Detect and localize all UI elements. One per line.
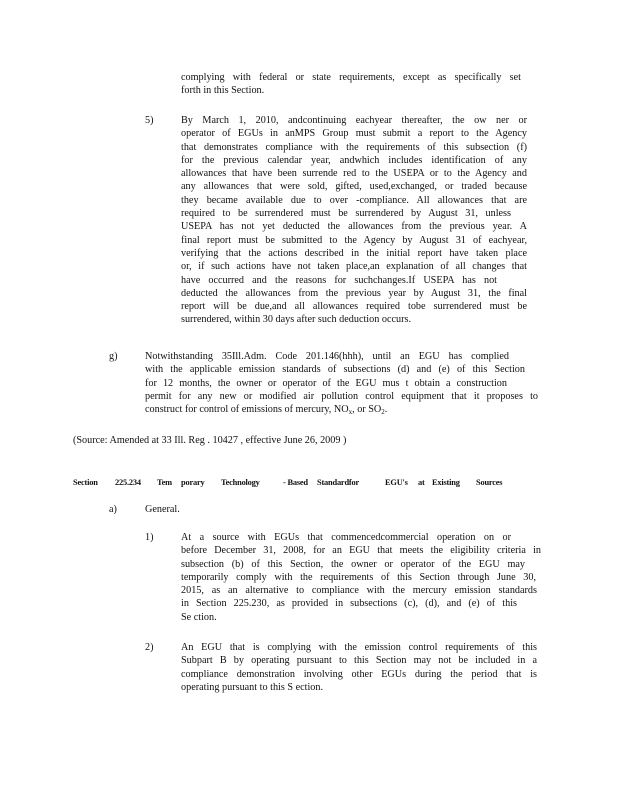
item-number: g) [109,351,118,362]
text-line: verifying that the actions described in the initial report have taken place [181,247,527,259]
section-label: Section [73,478,98,487]
source-note [73,434,346,447]
section-number: 225.234 [115,478,141,487]
text-line: deducted the allowances from the previous year by August 31, the final [181,287,527,299]
text-segment: . [384,404,388,416]
subscript: 2 [381,408,385,417]
text-line: before December 31, 2008, for an EGU that meets the eligibility criteria in [181,545,541,557]
text-line: USEPA has not yet deducted the allowances from the previous year. A [181,221,527,233]
text-line: they became available due to over -compliance. All allowances that are [181,194,527,206]
text-line: An EGU that is complying with the emission control requirements of this [181,642,537,653]
text-line: compliance demonstration involving other EGUs during the period that is [181,668,537,680]
text-line: Notwithstanding 35Ill.Adm. Code 201.146(hhh), until an EGU has complied [145,351,509,362]
heading-word: - Based [283,478,308,487]
text-line: that demonstrates compliance with the requirements of this subsection (f) [181,141,527,153]
text-line: operator of EGUs in anMPS Group must submit a report to the Agency [181,128,527,140]
item-number: 2) [145,642,154,653]
item-number: 1) [145,532,154,543]
text-line: permit for any new or modified air pollution control equipment that it proposes to [145,390,538,402]
text-line: for 12 months, the owner or operator of the EGU mus t obtain a construction [145,377,507,389]
source-text: (Source: Amended at 33 Ill. Reg . 10427 , effective June 26, 2009 ) [73,435,347,446]
text-line: any allowances that were sold, gifted, used,exchanged, or traded because [181,181,527,193]
text-line [145,403,538,416]
item-5-paragraph [181,114,527,327]
heading-word: EGU's [385,478,408,487]
heading-word: Existing [432,478,460,487]
intro-paragraph [181,71,521,98]
item-a2-paragraph [181,641,537,694]
heading-word: Standardfor [317,478,360,487]
text-line: At a source with EGUs that commencedcommercial operation on or [181,532,511,543]
subscript: x [348,408,353,417]
text-line: Se ction. [181,611,217,623]
text-line: final report must be submitted to the Agency by August 31 of eachyear, [181,234,527,246]
text-segment: construct for control of emissions of mercury, NO [145,404,349,416]
heading-word: Sources [476,478,503,487]
text-line: temporarily comply with the requirements of this Section through June 30, [181,571,536,583]
text-line: operating pursuant to this S ection. [181,681,324,693]
text-line: surrendered, within 30 days after such deduction occurs. [181,314,411,326]
text-line: subsection (b) of this Section, the owner or operator of the EGU may [181,558,525,570]
heading-word: Tem [157,478,172,487]
text-line: with the applicable emission standards of subsections (d) and (e) of this Section [145,364,525,376]
subsection-title: General. [145,504,180,515]
heading-word: Technology [221,478,260,487]
heading-word: at [418,478,425,487]
text-line: for the previous calendar year, andwhich includes identification of any [181,154,527,166]
text-line: allowances that have been surrende red to the USEPA or to the Agency and [181,168,527,180]
item-g-paragraph [145,350,538,416]
text-line: in Section 225.230, as provided in subsections (c), (d), and (e) of this [181,598,517,610]
text-segment: , or SO [352,404,382,416]
text-line: report will be due,and all allowances required tobe surrendered must be [181,301,527,313]
item-a1-paragraph [181,531,541,624]
item-number: a) [109,504,117,515]
text-line: have occurred and the reasons for suchchanges.If USEPA has not [181,274,497,286]
text-line: 2015, as an alternative to compliance with the mercury emission standards [181,585,537,597]
text-line: required to be surrendered must be surrendered by August 31, unless [181,208,511,220]
text-line: Subpart B by operating pursuant to this Section may not be included in a [181,655,537,667]
item-number: 5) [145,115,154,126]
text-line: or, if such actions have not taken place,an explanation of all changes that [181,261,527,273]
text-line: complying with federal or state requirements, except as specifically set [181,72,521,83]
text-line: By March 1, 2010, andcontinuing eachyear thereafter, the ow ner or [181,115,527,126]
section-heading [73,478,503,491]
text-line: forth in this Section. [181,85,265,97]
heading-word: porary [181,478,205,487]
